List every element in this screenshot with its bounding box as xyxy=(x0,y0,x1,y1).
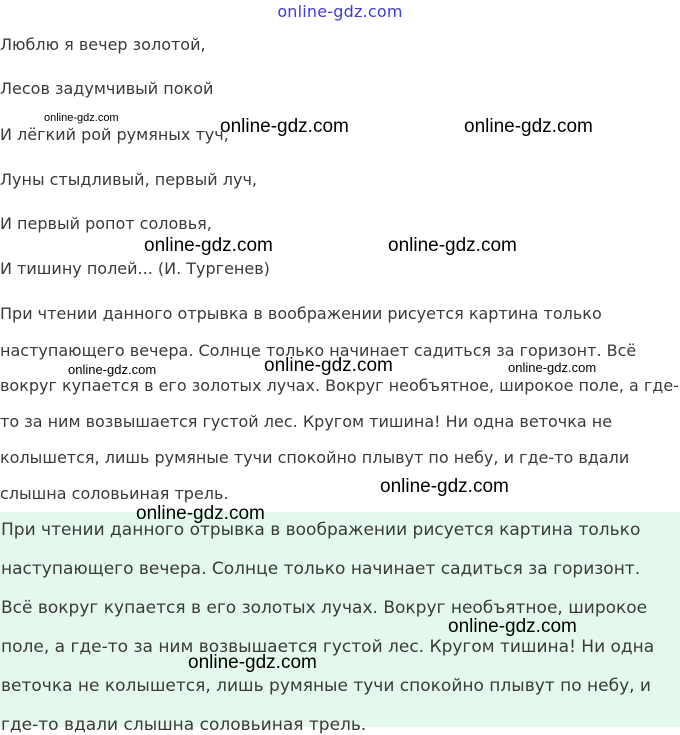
description-line: слышна соловьиная трель. xyxy=(0,484,229,503)
watermark: online-gdz.com xyxy=(264,355,393,376)
description-line: наступающего вечера. Солнце только начинает садиться за горизонт. Всё xyxy=(0,341,637,360)
answer-line: веточка не колышется, лишь румяные тучи спокойно плывут по небу, и xyxy=(1,676,651,696)
watermark: online-gdz.com xyxy=(44,112,119,124)
answer-line: При чтении данного отрывка в воображении рисуется картина только xyxy=(1,520,641,540)
description-line: колышется, лишь румяные тучи спокойно плывут по небу, и где-то вдали xyxy=(0,448,630,467)
watermark: online-gdz.com xyxy=(188,652,317,673)
poem-line: Луны стыдливый, первый луч, xyxy=(0,170,257,189)
poem-line: И лёгкий рой румяных туч, xyxy=(0,125,229,144)
description-line: то за ним возвышается густой лес. Кругом тишина! Ни одна веточка не xyxy=(0,412,613,431)
answer-box xyxy=(0,512,680,735)
site-watermark-header: online-gdz.com xyxy=(277,2,403,21)
watermark: online-gdz.com xyxy=(144,235,273,256)
answer-line: поле, а где-то за ним возвышается густой лес. Кругом тишина! Ни одна xyxy=(1,637,655,657)
poem-line: И первый ропот соловья, xyxy=(0,214,212,233)
watermark: online-gdz.com xyxy=(68,362,157,377)
poem-line: Люблю я вечер золотой, xyxy=(0,35,206,54)
watermark: online-gdz.com xyxy=(136,503,265,524)
watermark: online-gdz.com xyxy=(388,235,517,256)
watermark: online-gdz.com xyxy=(508,360,597,375)
description-line: При чтении данного отрывка в воображении рисуется картина только xyxy=(0,304,602,323)
watermark: online-gdz.com xyxy=(380,476,509,497)
poem-line: Лесов задумчивый покой xyxy=(0,79,214,98)
watermark: online-gdz.com xyxy=(448,616,577,637)
answer-line: где-то вдали слышна соловьиная трель. xyxy=(1,715,367,735)
watermark: online-gdz.com xyxy=(220,116,349,137)
watermark: online-gdz.com xyxy=(464,116,593,137)
answer-line: наступающего вечера. Солнце только начинает садиться за горизонт. xyxy=(1,559,641,579)
poem-line: И тишину полей... (И. Тургенев) xyxy=(0,259,270,278)
description-line: вокруг купается в его золотых лучах. Вокруг необъятное, широкое поле, а где- xyxy=(0,376,679,395)
answer-line: Всё вокруг купается в его золотых лучах. Вокруг необъятное, широкое xyxy=(1,598,648,618)
